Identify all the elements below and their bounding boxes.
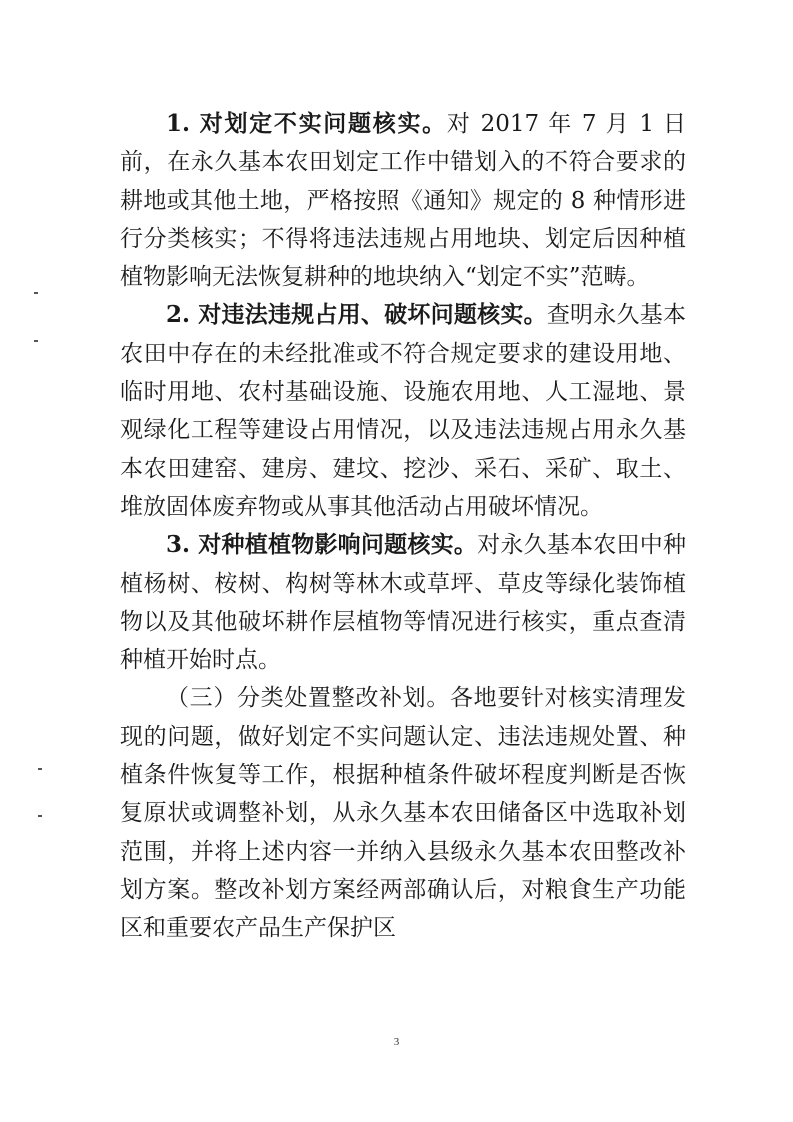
paragraph-text: 各地要针对核实清理发现的问题，做好划定不实问题认定、违法违规处置、种植条件恢复等工作，根据种植条件破坏程度判断是否恢复原状或调整补划，从永久基本农田储备区中选取补划范围，并将上述内容一并纳入县级永久基本农田整改补划方案。整改补划方案经两部确认后，对粮食生产功能区和重要农产品生产保护区 <box>120 685 687 942</box>
paragraph-text: 查明永久基本农田中存在的未经批准或不符合规定要求的建设用地、临时用地、农村基础设施、设施农用地、人工湿地、景观绿化工程等建设占用情况，以及违法违规占用永久基本农田建窑、建房、建坟、挖沙、采石、采矿、取土、堆放固体废弃物或从事其他活动占用破坏情况。 <box>120 302 686 520</box>
document-body <box>120 105 686 948</box>
section-heading: （三）分类处置整改补划。 <box>166 685 450 712</box>
paragraph-text: 对 2017 年 7 月 1 日前，在永久基本农田划定工作中错划入的不符合要求的耕地或其他土地，严格按照《通知》规定的 8 种情形进行分类核实；不得将违法违规占用地块、划定后因种植植物影响无法恢复耕种的地块纳入“划定不实”范畴。 <box>120 111 686 291</box>
margin-mark <box>38 768 42 770</box>
paragraph-heading: 2. 对违法违规占用、破坏问题核实。 <box>166 301 547 329</box>
margin-mark <box>38 815 42 817</box>
page-number: 3 <box>393 1036 400 1048</box>
paragraph-heading: 3. 对种植植物影响问题核实。 <box>166 531 478 559</box>
paragraph-delineation-check <box>120 105 686 296</box>
paragraph-text: 对永久基本农田中种植杨树、桉树、构树等林木或草坪、草皮等绿化装饰植物以及其他破坏耕作层植物等情况进行核实，重点查清种植开始时点。 <box>120 532 687 674</box>
paragraph-heading: 1. 对划定不实问题核实。 <box>166 110 447 137</box>
paragraph-illegal-occupation-check <box>120 296 686 526</box>
margin-mark <box>34 292 38 294</box>
paragraph-planting-impact-check <box>120 526 686 679</box>
margin-mark <box>34 340 38 342</box>
paragraph-classified-rectification <box>120 679 686 947</box>
